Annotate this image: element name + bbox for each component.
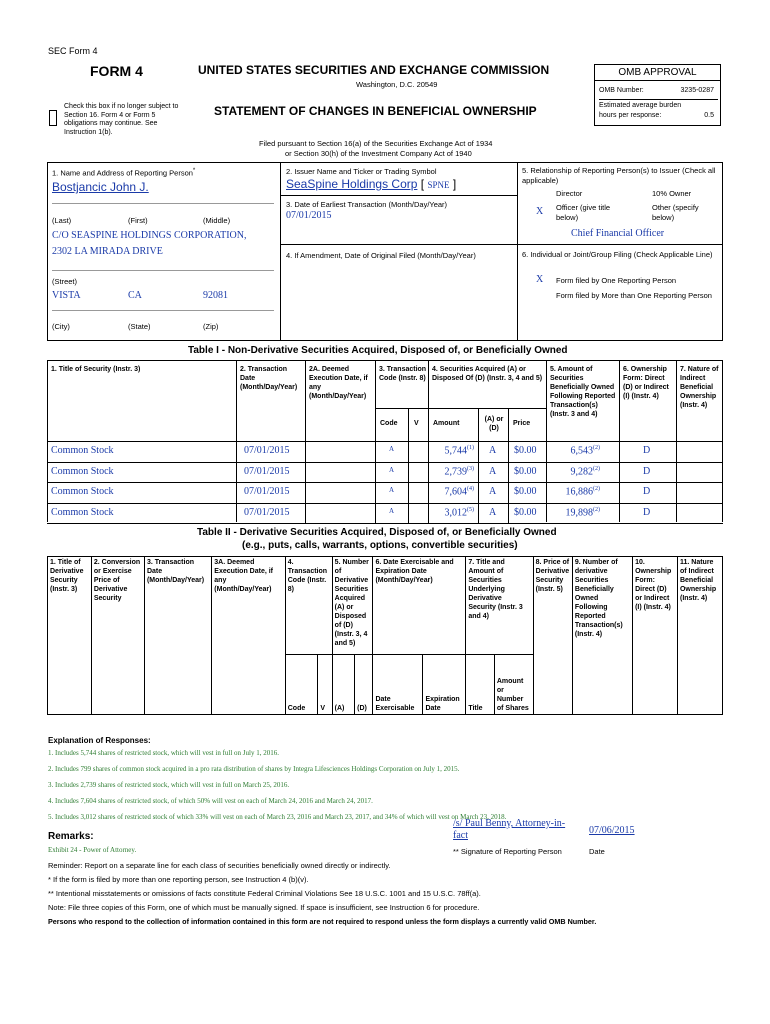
more-persons-label: Form filed by More than One Reporting Person <box>556 291 712 300</box>
t1-sub-ad: (A) or (D) <box>484 416 504 432</box>
security-title: Common Stock <box>51 506 114 518</box>
t2-s-code: Code <box>285 655 318 715</box>
ownership-form: D <box>643 506 651 518</box>
omb-title: OMB APPROVAL <box>595 65 720 81</box>
zip-value: 92081 <box>203 290 228 301</box>
box2-label: 2. Issuer Name and Ticker or Trading Symbol <box>286 167 437 176</box>
t1-col5: 5. Amount of Securities Beneficially Owned Following Reported Transaction(s) (Instr. 3 and 4) <box>550 366 616 418</box>
transaction-date: 07/01/2015 <box>244 486 290 497</box>
signature-line1: /s/ Paul Benny, Attorney-in- <box>453 818 566 829</box>
owned-footnote: (2) <box>593 506 600 513</box>
issuer-name-ticker: SeaSpine Holdings Corp [ SPNE ] <box>286 177 457 191</box>
amount-owned <box>548 445 600 456</box>
cell-divider <box>428 482 429 503</box>
transaction-date: 07/01/2015 <box>244 506 290 518</box>
amount-owned <box>548 466 600 477</box>
signature-label: ** Signature of Reporting Person <box>453 847 562 856</box>
address-line1: C/O SEASPINE HOLDINGS CORPORATION, <box>52 230 247 241</box>
box4-label: 4. If Amendment, Date of Original Filed (Month/Day/Year) <box>286 251 476 260</box>
table2-title1: Table II - Derivative Securities Acquired, Disposed of, or Beneficially Owned <box>197 527 557 538</box>
t2-c1: 1. Title of Derivative Security (Instr. 3) <box>48 557 92 715</box>
cell-divider <box>305 503 306 524</box>
officer-title: Chief Financial Officer <box>571 228 665 239</box>
t1-col7: 7. Nature of Indirect Beneficial Ownership (Instr. 4) <box>680 366 719 409</box>
row-divider <box>47 503 723 504</box>
form-title: FORM 4 <box>90 63 143 79</box>
t2-s-date-ex: Date Exercisable <box>373 655 423 715</box>
omb-burden-label: Estimated average burden <box>599 99 718 109</box>
box3-label: 3. Date of Earliest Transaction (Month/Day/Year) <box>286 200 448 209</box>
security-title: Common Stock <box>51 486 114 497</box>
t2-c9: 9. Number of derivative Securities Beneficially Owned Following Reported Transaction(s) (Instr. 4) <box>572 557 632 715</box>
t2-c11: 11. Nature of Indirect Beneficial Ownership (Instr. 4) <box>677 557 722 715</box>
transaction-code: A <box>389 465 395 474</box>
cell-divider <box>478 482 479 503</box>
price: $0.00 <box>514 445 537 456</box>
commission-title: UNITED STATES SECURITIES AND EXCHANGE COMMISSION <box>198 63 550 77</box>
footnote-4: 4. Includes 7,604 shares of restricted stock, of which 50% will vest on each of March 24, 2016 and March 24, 2017. <box>48 797 373 805</box>
officer-label: Officer (give title below) <box>556 203 611 222</box>
amount-footnote: (5) <box>467 506 474 513</box>
amount <box>438 466 474 477</box>
ten-percent-label: 10% Owner <box>652 189 692 198</box>
t2-s-amount: Amount or Number of Shares <box>494 655 533 715</box>
ownership-form: D <box>643 465 651 477</box>
t1-sub-code: Code <box>380 420 398 427</box>
owned-value: 9,282 <box>570 465 593 477</box>
omb-number-label: OMB Number: <box>599 87 644 94</box>
row-divider <box>47 462 723 463</box>
transaction-code: A <box>389 486 395 494</box>
amount-value: 5,744 <box>444 445 467 457</box>
street-label: (Street) <box>52 277 78 286</box>
t2-s-a: (A) <box>332 655 354 715</box>
row-divider <box>47 523 723 524</box>
owned-value: 16,886 <box>565 486 593 498</box>
t2-s-d: (D) <box>355 655 373 715</box>
omb-hours-label: hours per response: <box>599 112 662 119</box>
acquired-disposed: A <box>489 445 497 456</box>
t1-sub-amount: Amount <box>433 420 460 427</box>
t2-c4: 4. Transaction Code (Instr. 8) <box>285 557 332 655</box>
remarks-heading: Remarks: <box>48 831 94 842</box>
cell-divider <box>375 441 376 462</box>
state-label: (State) <box>128 322 151 331</box>
amount <box>438 507 474 518</box>
reporting-person-name: Bostjancic John J. <box>52 180 149 194</box>
security-title: Common Stock <box>51 465 114 477</box>
amount-footnote: (4) <box>467 486 474 492</box>
owned-footnote: (2) <box>593 445 600 451</box>
cell-divider <box>305 462 306 483</box>
filed-pursuant-line1: Filed pursuant to Section 16(a) of the Securities Exchange Act of 1934 <box>259 139 493 148</box>
cell-divider <box>305 441 306 462</box>
t2-s-exp: Expiration Date <box>423 655 466 715</box>
t1-col4: 4. Securities Acquired (A) or Disposed Of (D) (Instr. 3, 4 and 5) <box>432 366 543 382</box>
t2-c5: 5. Number of Derivative Securities Acquired (A) or Disposed of (D) (Instr. 3, 4 and 5) <box>332 557 373 655</box>
amount-footnote: (1) <box>467 445 474 451</box>
footnote-2: 2. Includes 799 shares of common stock acquired in a pro rata distribution of shares by Integra Lifesciences Holdings Corporation on July 1, 2015. <box>48 765 460 773</box>
ownership-form: D <box>643 445 651 456</box>
last-label: (Last) <box>52 216 72 225</box>
cell-divider <box>508 482 509 503</box>
t2-c6: 6. Date Exercisable and Expiration Date (Month/Day/Year) <box>373 557 466 655</box>
t2-c3: 3. Transaction Date (Month/Day/Year) <box>144 557 211 715</box>
amount <box>438 486 474 497</box>
footer-note4: Persons who respond to the collection of information contained in this form are not required to respond unless the form displays a currently valid OMB Number. <box>48 917 597 926</box>
checkbox-text: Check this box if no longer subject to Section 16. Form 4 or Form 5 obligations may continue. See Instruction 1(b). <box>64 103 179 136</box>
price: $0.00 <box>514 486 537 497</box>
t1-col2a: 2A. Deemed Execution Date, if any (Month/Day/Year) <box>309 366 368 400</box>
cell-divider <box>375 462 376 483</box>
t2-s-title: Title <box>466 655 495 715</box>
statement-title: STATEMENT OF CHANGES IN BENEFICIAL OWNERSHIP <box>214 104 537 118</box>
price: $0.00 <box>514 506 537 518</box>
ownership-form: D <box>643 486 651 497</box>
cell-divider <box>408 462 409 483</box>
director-label: Director <box>556 189 583 198</box>
omb-hours-value: 0.5 <box>704 112 714 119</box>
owned-value: 19,898 <box>565 506 593 518</box>
t2-c2: 2. Conversion or Exercise Price of Derivative Security <box>91 557 144 715</box>
date-label: Date <box>589 847 605 856</box>
t1-col1: 1. Title of Security (Instr. 3) <box>51 366 141 373</box>
zip-label: (Zip) <box>203 322 219 331</box>
amount <box>438 445 474 456</box>
acquired-disposed: A <box>489 486 497 497</box>
footer-note3: Note: File three copies of this Form, one of which must be manually signed. If space is insufficient, see Instruction 6 for procedure. <box>48 903 480 912</box>
cell-divider <box>508 462 509 483</box>
t1-col3: 3. Transaction Code (Instr. 8) <box>379 366 427 382</box>
omb-approval-box <box>594 64 721 126</box>
footer-note1: * If the form is filed by more than one reporting person, see Instruction 4 (b)(v). <box>48 875 309 884</box>
cell-divider <box>375 503 376 524</box>
state-value: CA <box>128 290 142 301</box>
cell-divider <box>408 503 409 524</box>
transaction-date: 07/01/2015 <box>244 445 290 456</box>
amount-value: 3,012 <box>444 506 467 518</box>
box1-label: 1. Name and Address of Reporting Person* <box>52 168 196 178</box>
cell-divider <box>478 503 479 524</box>
amount-footnote: (3) <box>467 465 474 472</box>
table1-title: Table I - Non-Derivative Securities Acquired, Disposed of, or Beneficially Owned <box>188 345 568 356</box>
city-label: (City) <box>52 322 70 331</box>
amount-owned <box>548 507 600 518</box>
address-line2: 2302 LA MIRADA DRIVE <box>52 246 163 257</box>
t1-col2: 2. Transaction Date (Month/Day/Year) <box>240 366 298 391</box>
cell-divider <box>478 462 479 483</box>
t1-sub-v: V <box>414 420 419 427</box>
signature-line2: fact <box>453 830 468 841</box>
cell-divider <box>428 503 429 524</box>
omb-number-value: 3235-0287 <box>680 87 714 94</box>
table2 <box>47 556 723 715</box>
filed-pursuant-line2: or Section 30(h) of the Investment Company Act of 1940 <box>285 149 472 158</box>
owned-value: 6,543 <box>570 445 593 457</box>
box5-label: 5. Relationship of Reporting Person(s) to Issuer (Check all applicable) <box>522 166 716 185</box>
cell-divider <box>408 441 409 462</box>
remarks-text: Exhibit 24 - Power of Attorney. <box>48 846 137 854</box>
row-divider <box>47 482 723 483</box>
cell-divider <box>408 482 409 503</box>
box6-label: 6. Individual or Joint/Group Filing (Check Applicable Line) <box>522 250 713 259</box>
t2-c7: 7. Title and Amount of Securities Underlying Derivative Security (Instr. 3 and 4) <box>466 557 533 655</box>
t2-c3a: 3A. Deemed Execution Date, if any (Month/Day/Year) <box>212 557 285 715</box>
acquired-disposed: A <box>489 506 497 518</box>
earliest-transaction-date: 07/01/2015 <box>286 210 332 221</box>
ticker-symbol: SPNE <box>427 180 450 190</box>
transaction-date: 07/01/2015 <box>244 465 290 477</box>
issuer-name: SeaSpine Holdings Corp <box>286 177 418 191</box>
signature-date: 07/06/2015 <box>589 825 635 836</box>
explanation-heading: Explanation of Responses: <box>48 736 151 745</box>
t2-c8: 8. Price of Derivative Security (Instr. 5) <box>533 557 572 715</box>
city-value: VISTA <box>52 290 81 301</box>
cell-divider <box>375 482 376 503</box>
middle-label: (Middle) <box>203 216 231 225</box>
owned-footnote: (2) <box>593 465 600 472</box>
commission-address: Washington, D.C. 20549 <box>356 80 438 89</box>
t1-col6: 6. Ownership Form: Direct (D) or Indirect (I) (Instr. 4) <box>623 366 669 400</box>
cell-divider <box>428 462 429 483</box>
first-label: (First) <box>128 216 148 225</box>
cell-divider <box>305 482 306 503</box>
acquired-disposed: A <box>489 465 497 477</box>
table2-title2: (e.g., puts, calls, warrants, options, convertible securities) <box>242 540 518 551</box>
officer-checkmark[interactable]: X <box>536 206 544 217</box>
t1-sub-price: Price <box>513 420 531 427</box>
amount-owned <box>548 486 600 497</box>
transaction-code: A <box>389 506 395 515</box>
footnote-3: 3. Includes 2,739 shares of restricted stock, which will vest in full on March 25, 2016. <box>48 781 290 789</box>
no-longer-subject-checkbox[interactable] <box>49 110 57 126</box>
transaction-code: A <box>389 445 395 453</box>
t2-c10: 10. Ownership Form: Direct (D) or Indirect (I) (Instr. 4) <box>633 557 678 715</box>
sec-form-label: SEC Form 4 <box>48 46 98 56</box>
t2-s-v: V <box>318 655 332 715</box>
one-person-checkmark[interactable]: X <box>536 274 544 285</box>
footer-note2: ** Intentional misstatements or omissions of facts constitute Federal Criminal Violations See 18 U.S.C. 1001 and 15 U.S.C. 78ff(a). <box>48 889 481 898</box>
one-person-label: Form filed by One Reporting Person <box>556 276 677 285</box>
owned-footnote: (2) <box>593 486 600 492</box>
price: $0.00 <box>514 465 537 477</box>
cell-divider <box>428 441 429 462</box>
footnote-5: 5. Includes 3,012 shares of restricted stock of which 33% will vest on each of March 23, 2016 and March 23, 2017, and 34% of which will vest on March 23, 2018. <box>48 813 507 821</box>
cell-divider <box>508 441 509 462</box>
amount-value: 7,604 <box>444 486 467 498</box>
cell-divider <box>508 503 509 524</box>
cell-divider <box>478 441 479 462</box>
footnote-1: 1. Includes 5,744 shares of restricted stock, which will vest in full on July 1, 2016. <box>48 749 279 757</box>
amount-value: 2,739 <box>444 465 467 477</box>
other-label: Other (specify below) <box>652 203 699 222</box>
security-title: Common Stock <box>51 445 114 456</box>
reminder-text: Reminder: Report on a separate line for each class of securities beneficially owned directly or indirectly. <box>48 861 391 870</box>
